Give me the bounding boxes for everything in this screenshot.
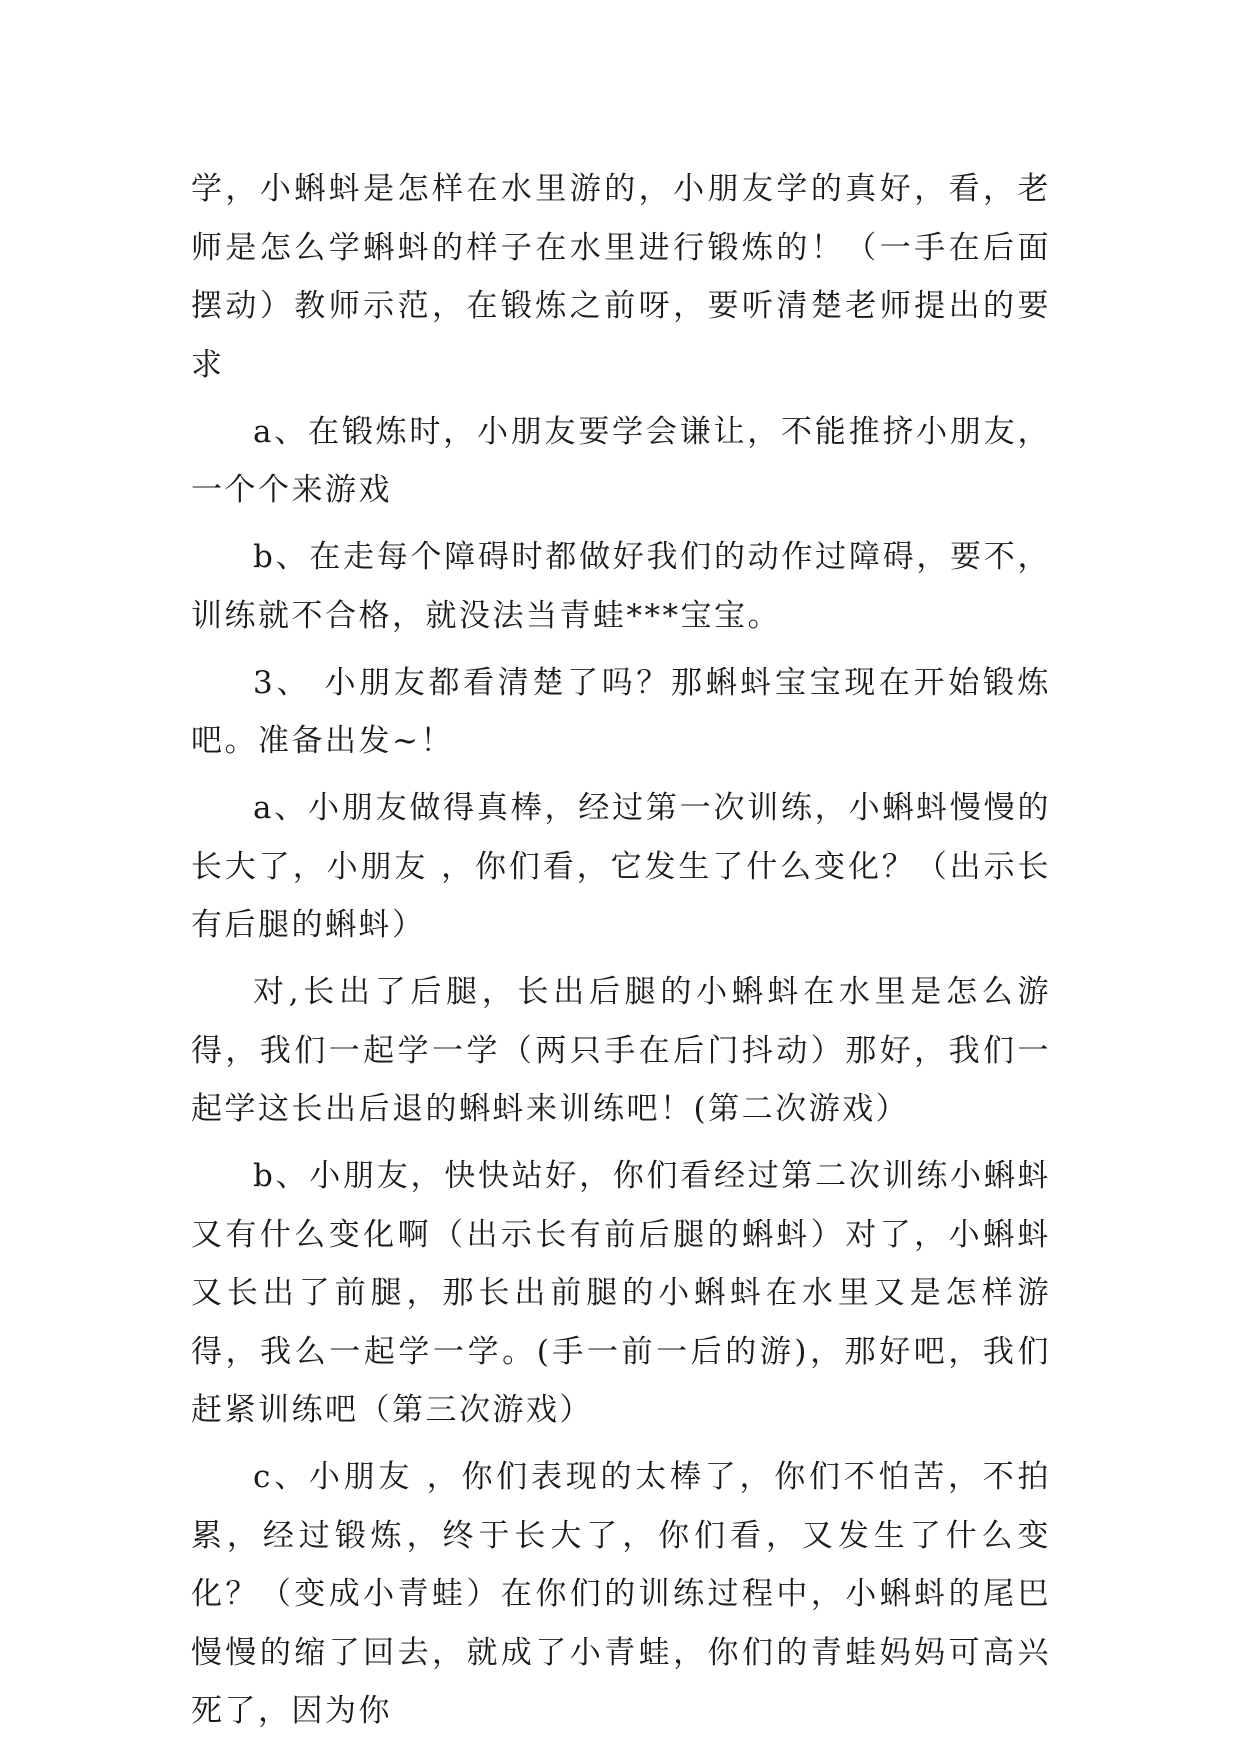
paragraph-8: c、小朋友 ，你们表现的太棒了，你们不怕苦，不拍累，经过锻炼，终于长大了，你们看，又发生了什么变化？（变成小青蛙）在你们的训练过程中，小蝌蚪的尾巴慢慢的缩了回去，就成了小青蛙，你们的青蛙妈妈可高兴死了，因为你 <box>191 1459 1051 1729</box>
paragraph-2: a、在锻炼时，小朋友要学会谦让，不能推挤小朋友，一个个来游戏 <box>191 413 1051 508</box>
paragraph-7: b、小朋友，快快站好，你们看经过第二次训练小蝌蚪又有什么变化啊（出示长有前后腿的蝌蚪）对了，小蝌蚪又长出了前腿，那长出前腿的小蝌蚪在水里又是怎样游得，我么一起学一学。(手一前一后的游)，那好吧，我们赶紧训练吧（第三次游戏） <box>191 1158 1051 1428</box>
paragraph-5: a、小朋友做得真棒，经过第一次训练，小蝌蚪慢慢的长大了，小朋友 ，你们看，它发生了什么变化？（出示长有后腿的蝌蚪） <box>191 790 1051 943</box>
document-body <box>191 160 1051 1749</box>
paragraph-4: 3、 小朋友都看清楚了吗？那蝌蚪宝宝现在开始锻炼吧。准备出发~！ <box>191 664 1051 759</box>
paragraph-3: b、在走每个障碍时都做好我们的动作过障碍，要不，训练就不合格，就没法当青蛙***宝宝。 <box>191 539 1051 634</box>
paragraph-1: 学，小蝌蚪是怎样在水里游的，小朋友学的真好，看，老师是怎么学蝌蚪的样子在水里进行锻炼的！（一手在后面摆动）教师示范，在锻炼之前呀，要听清楚老师提出的要求 <box>191 171 1051 383</box>
paragraph-6: 对,长出了后腿，长出后腿的小蝌蚪在水里是怎么游得，我们一起学一学（两只手在后门抖动）那好，我们一起学这长出后退的蝌蚪来训练吧！(第二次游戏） <box>191 974 1051 1127</box>
